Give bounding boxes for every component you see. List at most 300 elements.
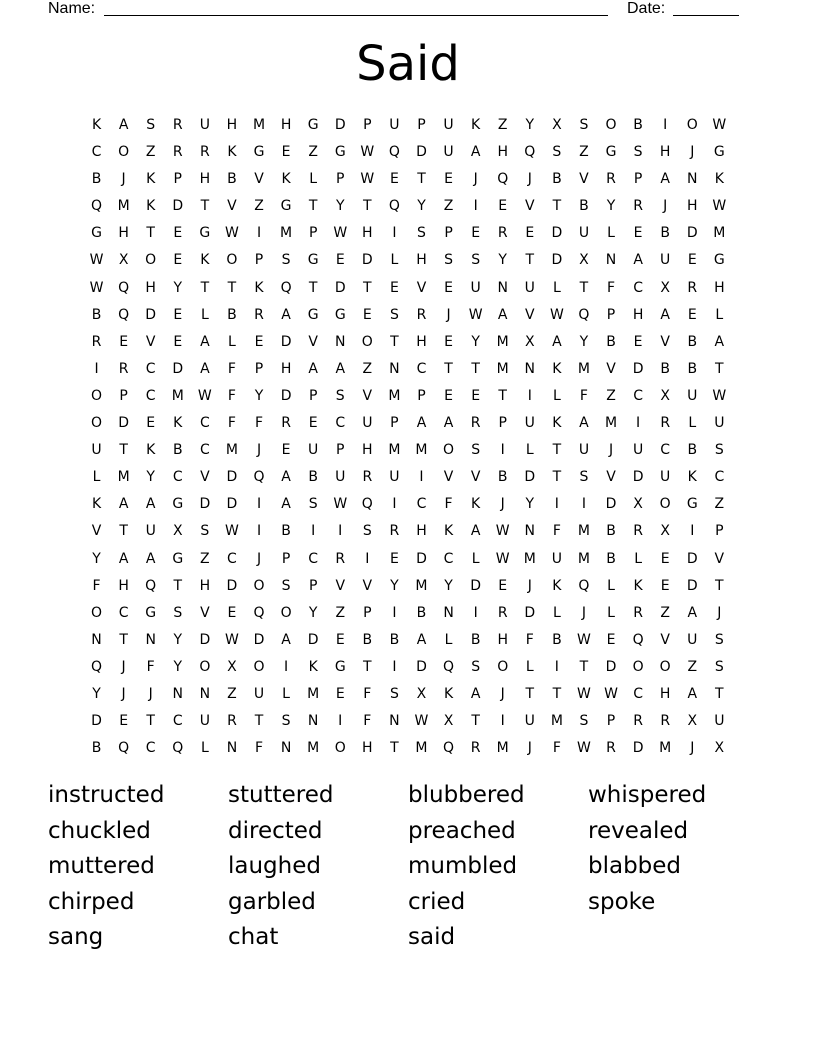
- grid-letter: M: [415, 740, 428, 757]
- grid-letter: E: [335, 631, 345, 648]
- grid-row: [83, 356, 733, 383]
- grid-letter: T: [579, 658, 589, 675]
- grid-letter: R: [660, 713, 671, 730]
- grid-row: [83, 654, 733, 681]
- grid-letter: T: [119, 523, 128, 540]
- grid-letter: I: [392, 496, 397, 513]
- grid-letter: O: [443, 442, 455, 459]
- grid-letter: S: [579, 117, 589, 133]
- grid-letter: T: [471, 360, 480, 377]
- grid-letter: S: [471, 442, 481, 459]
- grid-letter: K: [552, 577, 562, 594]
- grid-letter: T: [308, 198, 318, 215]
- grid-letter: V: [200, 469, 210, 486]
- grid-letter: R: [633, 523, 643, 540]
- grid-letter: B: [497, 469, 508, 486]
- grid-letter: Y: [335, 198, 345, 215]
- grid-letter: B: [687, 333, 698, 350]
- grid-letter: T: [444, 360, 453, 377]
- grid-letter: M: [388, 387, 401, 404]
- grid-letter: K: [687, 469, 697, 486]
- grid-letter: H: [714, 279, 725, 296]
- grid-letter: X: [118, 252, 129, 269]
- word-list-item: garbled: [228, 888, 316, 915]
- grid-letter: D: [605, 658, 617, 675]
- grid-letter: A: [443, 415, 454, 432]
- grid-letter: X: [443, 713, 454, 730]
- grid-letter: Z: [497, 117, 508, 133]
- grid-letter: F: [363, 685, 372, 702]
- grid-letter: L: [200, 740, 209, 757]
- grid-letter: Y: [444, 577, 453, 594]
- grid-letter: M: [307, 685, 320, 702]
- grid-letter: Y: [254, 387, 264, 404]
- grid-letter: Q: [118, 279, 130, 296]
- grid-letter: U: [199, 117, 210, 133]
- grid-letter: U: [335, 469, 346, 486]
- grid-letter: O: [91, 604, 103, 621]
- grid-letter: C: [145, 360, 156, 377]
- grid-letter: Z: [579, 144, 589, 161]
- grid-letter: Z: [660, 604, 670, 621]
- word-list: [48, 778, 768, 956]
- grid-letter: Y: [525, 496, 535, 513]
- grid-letter: E: [389, 171, 399, 188]
- grid-letter: H: [416, 523, 427, 540]
- grid-letter: O: [280, 604, 292, 621]
- grid-letter: E: [173, 252, 183, 269]
- grid-letter: F: [254, 415, 264, 432]
- grid-letter: F: [552, 523, 561, 540]
- grid-letter: K: [443, 523, 454, 540]
- name-label: Name:: [48, 0, 96, 17]
- grid-letter: U: [443, 117, 454, 133]
- grid-letter: Q: [578, 577, 590, 594]
- grid-letter: E: [173, 333, 183, 350]
- grid-letter: M: [171, 387, 184, 404]
- grid-letter: D: [253, 631, 265, 648]
- grid-letter: N: [91, 631, 102, 648]
- grid-letter: G: [253, 144, 265, 161]
- grid-letter: F: [552, 740, 561, 757]
- grid-letter: P: [281, 550, 291, 567]
- grid-letter: P: [363, 604, 372, 621]
- grid-letter: G: [199, 225, 211, 242]
- grid-letter: N: [145, 631, 156, 648]
- grid-letter: A: [714, 333, 725, 350]
- grid-letter: Y: [498, 252, 507, 269]
- grid-letter: W: [360, 144, 375, 161]
- grid-letter: G: [91, 225, 102, 242]
- grid-letter: B: [606, 523, 616, 540]
- grid-letter: G: [145, 604, 157, 621]
- grid-letter: O: [145, 252, 157, 269]
- grid-letter: D: [226, 496, 238, 513]
- grid-letter: B: [470, 631, 481, 648]
- grid-letter: D: [632, 469, 644, 486]
- grid-letter: H: [659, 144, 671, 161]
- grid-letter: V: [660, 333, 670, 350]
- grid-letter: V: [606, 469, 616, 486]
- grid-letter: E: [471, 387, 481, 404]
- grid-letter: J: [527, 171, 532, 188]
- grid-letter: T: [227, 279, 237, 296]
- grid-letter: C: [145, 387, 156, 404]
- grid-letter: W: [577, 685, 591, 702]
- grid-letter: I: [338, 713, 343, 730]
- grid-letter: F: [254, 740, 264, 757]
- grid-letter: L: [607, 225, 615, 242]
- grid-letter: Q: [388, 144, 400, 161]
- grid-letter: W: [89, 279, 104, 296]
- grid-letter: I: [581, 496, 587, 513]
- grid-letter: U: [714, 713, 725, 730]
- grid-letter: U: [687, 631, 698, 648]
- grid-letter: L: [552, 604, 561, 621]
- grid-letter: B: [389, 631, 400, 648]
- grid-letter: K: [146, 171, 156, 188]
- grid-letter: E: [119, 333, 129, 350]
- grid-letter: W: [89, 252, 104, 269]
- grid-letter: C: [633, 279, 643, 296]
- grid-letter: L: [525, 658, 534, 675]
- grid-letter: D: [361, 252, 373, 269]
- grid-letter: D: [226, 577, 238, 594]
- grid-letter: Q: [253, 469, 265, 486]
- grid-letter: S: [335, 387, 345, 404]
- grid-letter: B: [633, 117, 643, 133]
- grid-letter: M: [496, 333, 509, 350]
- grid-letter: T: [119, 442, 128, 459]
- grid-letter: Q: [91, 198, 103, 215]
- grid-letter: I: [419, 469, 424, 486]
- grid-letter: X: [660, 523, 670, 540]
- grid-letter: D: [172, 360, 184, 377]
- grid-letter: U: [389, 469, 400, 486]
- grid-letter: O: [632, 658, 644, 675]
- grid-letter: J: [500, 685, 505, 702]
- grid-row: [83, 546, 733, 573]
- grid-letter: J: [256, 442, 262, 459]
- grid-letter: E: [281, 144, 291, 161]
- grid-letter: E: [335, 685, 345, 702]
- grid-letter: N: [687, 171, 698, 188]
- grid-letter: A: [281, 631, 291, 648]
- grid-letter: X: [687, 713, 698, 730]
- grid-letter: P: [308, 387, 318, 404]
- grid-letter: B: [172, 442, 183, 459]
- grid-letter: J: [690, 144, 695, 161]
- grid-letter: O: [199, 658, 211, 675]
- grid-letter: B: [91, 740, 102, 757]
- grid-letter: O: [659, 658, 671, 675]
- grid-letter: P: [308, 577, 318, 594]
- grid-letter: Y: [579, 333, 589, 350]
- grid-letter: C: [633, 387, 643, 404]
- grid-letter: Q: [443, 658, 455, 675]
- grid-letter: U: [524, 713, 535, 730]
- grid-letter: I: [473, 198, 478, 215]
- grid-letter: S: [389, 685, 399, 702]
- grid-letter: I: [284, 658, 289, 675]
- grid-letter: G: [172, 496, 184, 513]
- grid-letter: P: [606, 306, 616, 323]
- grid-row: [83, 275, 733, 302]
- grid-letter: D: [199, 631, 211, 648]
- grid-letter: T: [552, 198, 562, 215]
- grid-letter: W: [712, 198, 727, 215]
- grid-letter: G: [307, 306, 319, 323]
- grid-letter: V: [660, 631, 670, 648]
- grid-letter: A: [281, 306, 291, 323]
- grid-letter: M: [388, 442, 401, 459]
- grid-row: [83, 681, 733, 708]
- grid-letter: M: [252, 117, 266, 133]
- grid-letter: K: [552, 415, 562, 432]
- grid-letter: L: [552, 279, 561, 296]
- grid-letter: D: [551, 225, 563, 242]
- grid-letter: O: [659, 496, 671, 513]
- word-list-item: chuckled: [48, 817, 151, 844]
- grid-letter: H: [659, 685, 671, 702]
- grid-letter: N: [280, 740, 292, 757]
- grid-letter: B: [606, 333, 616, 350]
- grid-letter: M: [280, 225, 293, 242]
- grid-letter: Y: [471, 333, 480, 350]
- grid-letter: X: [714, 740, 725, 757]
- grid-letter: K: [443, 685, 454, 702]
- grid-letter: D: [524, 469, 536, 486]
- grid-letter: T: [715, 360, 724, 377]
- grid-letter: V: [416, 279, 427, 296]
- grid-letter: S: [362, 523, 372, 540]
- grid-letter: V: [335, 577, 346, 594]
- grid-letter: S: [281, 252, 291, 269]
- grid-letter: G: [334, 144, 346, 161]
- grid-letter: J: [608, 442, 614, 459]
- grid-letter: X: [416, 685, 427, 702]
- grid-letter: U: [714, 415, 725, 432]
- grid-row: [83, 139, 733, 166]
- grid-letter: P: [417, 117, 426, 133]
- grid-letter: D: [118, 415, 129, 432]
- grid-letter: W: [333, 225, 348, 242]
- grid-letter: E: [173, 306, 183, 323]
- grid-letter: T: [525, 252, 535, 269]
- grid-letter: E: [660, 550, 670, 567]
- grid-letter: D: [551, 252, 563, 269]
- grid-letter: Z: [200, 550, 210, 567]
- grid-letter: U: [145, 523, 156, 540]
- grid-letter: H: [632, 306, 644, 323]
- grid-letter: M: [713, 225, 726, 242]
- grid-letter: R: [172, 144, 183, 161]
- word-list-item: said: [408, 924, 456, 951]
- grid-letter: E: [525, 225, 535, 242]
- grid-letter: T: [254, 713, 264, 730]
- grid-letter: R: [633, 713, 643, 730]
- grid-letter: J: [121, 685, 126, 702]
- grid-letter: A: [118, 550, 129, 567]
- grid-letter: U: [660, 469, 671, 486]
- grid-letter: R: [118, 360, 129, 377]
- grid-letter: C: [633, 685, 643, 702]
- grid-letter: W: [414, 713, 429, 730]
- word-list-item: directed: [228, 817, 323, 844]
- grid-letter: V: [254, 171, 264, 188]
- grid-letter: U: [91, 442, 102, 459]
- grid-letter: F: [92, 577, 101, 594]
- page-title: Said: [356, 36, 460, 92]
- grid-row: [83, 600, 733, 627]
- grid-letter: K: [633, 577, 643, 594]
- grid-letter: T: [363, 279, 372, 296]
- grid-letter: L: [525, 442, 534, 459]
- grid-letter: B: [416, 604, 427, 621]
- grid-letter: Y: [606, 198, 616, 215]
- grid-letter: Q: [361, 496, 373, 513]
- grid-letter: V: [525, 306, 535, 323]
- grid-letter: O: [91, 415, 103, 432]
- grid-letter: U: [443, 144, 454, 161]
- grid-letter: L: [390, 252, 399, 269]
- grid-letter: E: [146, 415, 156, 432]
- grid-letter: B: [687, 442, 698, 459]
- grid-letter: R: [660, 415, 671, 432]
- grid-letter: M: [415, 442, 428, 459]
- grid-letter: S: [173, 604, 183, 621]
- grid-letter: K: [91, 496, 102, 513]
- grid-letter: U: [578, 225, 590, 242]
- grid-letter: J: [663, 198, 668, 215]
- grid-letter: J: [717, 604, 722, 621]
- grid-letter: A: [470, 144, 481, 161]
- grid-letter: L: [200, 306, 209, 323]
- grid-letter: U: [660, 252, 671, 269]
- word-list-item: preached: [408, 817, 516, 844]
- grid-letter: E: [633, 333, 643, 350]
- grid-letter: E: [444, 333, 453, 350]
- grid-letter: D: [686, 577, 698, 594]
- grid-letter: E: [687, 306, 697, 323]
- grid-letter: I: [338, 523, 343, 540]
- grid-letter: P: [633, 171, 643, 188]
- grid-letter: D: [470, 577, 482, 594]
- grid-letter: M: [117, 198, 130, 215]
- grid-letter: P: [363, 117, 372, 133]
- grid-letter: B: [227, 306, 237, 323]
- grid-letter: I: [365, 550, 370, 567]
- grid-letter: W: [197, 387, 212, 404]
- word-list-item: sang: [48, 924, 104, 951]
- grid-letter: C: [714, 469, 725, 486]
- grid-letter: U: [253, 685, 265, 702]
- grid-letter: R: [470, 740, 481, 757]
- grid-letter: M: [225, 442, 238, 459]
- grid-letter: Q: [497, 171, 509, 188]
- grid-letter: G: [280, 198, 292, 215]
- grid-letter: P: [444, 225, 453, 242]
- grid-letter: A: [118, 496, 129, 513]
- grid-letter: P: [119, 387, 128, 404]
- grid-letter: R: [254, 306, 264, 323]
- grid-letter: T: [146, 225, 155, 242]
- grid-letter: R: [91, 333, 102, 350]
- grid-letter: O: [226, 252, 238, 269]
- grid-letter: C: [199, 415, 210, 432]
- grid-letter: A: [552, 333, 562, 350]
- grid-letter: T: [390, 333, 399, 350]
- grid-letter: Q: [632, 631, 644, 648]
- grid-letter: N: [605, 252, 617, 269]
- grid-letter: V: [308, 333, 318, 350]
- grid-letter: T: [119, 631, 128, 648]
- word-list-item: stuttered: [228, 782, 334, 808]
- grid-letter: Z: [606, 387, 616, 404]
- grid-letter: R: [199, 144, 210, 161]
- grid-letter: T: [417, 171, 426, 188]
- grid-letter: R: [497, 604, 508, 621]
- grid-letter: C: [416, 496, 427, 513]
- grid-letter: I: [554, 496, 559, 513]
- grid-letter: M: [604, 415, 618, 432]
- grid-letter: S: [444, 252, 453, 269]
- grid-letter: B: [552, 171, 562, 188]
- grid-letter: X: [227, 658, 237, 675]
- grid-letter: D: [416, 658, 427, 675]
- grid-letter: E: [498, 198, 508, 215]
- grid-row: [83, 220, 733, 247]
- grid-letter: T: [200, 198, 210, 215]
- grid-letter: H: [362, 225, 373, 242]
- grid-letter: A: [660, 306, 670, 323]
- grid-letter: V: [470, 469, 481, 486]
- grid-row: [83, 112, 733, 139]
- grid-row: [83, 735, 733, 762]
- grid-letter: E: [254, 333, 264, 350]
- grid-letter: G: [713, 252, 725, 269]
- grid-letter: D: [686, 225, 698, 242]
- grid-letter: D: [307, 631, 319, 648]
- grid-letter: D: [416, 550, 427, 567]
- word-list-item: cried: [408, 888, 466, 915]
- word-list-item: whispered: [588, 782, 707, 808]
- grid-letter: U: [362, 415, 373, 432]
- grid-letter: E: [471, 225, 481, 242]
- grid-letter: I: [311, 523, 316, 540]
- grid-letter: A: [118, 117, 129, 133]
- grid-row: [83, 247, 733, 274]
- word-list-item: mumbled: [408, 853, 518, 880]
- grid-letter: Y: [173, 279, 183, 296]
- grid-letter: P: [336, 171, 345, 188]
- grid-letter: A: [470, 523, 481, 540]
- grid-row: [83, 518, 733, 545]
- grid-letter: K: [471, 496, 481, 513]
- word-list-item: blubbered: [408, 782, 525, 808]
- grid-letter: L: [282, 685, 290, 702]
- grid-letter: X: [660, 279, 670, 296]
- word-list-item: chirped: [48, 888, 135, 915]
- grid-letter: Q: [253, 604, 265, 621]
- grid-letter: Z: [362, 360, 373, 377]
- grid-row: [83, 464, 733, 491]
- grid-letter: K: [146, 198, 156, 215]
- date-field-line: [673, 15, 739, 16]
- grid-letter: U: [687, 387, 698, 404]
- grid-letter: I: [554, 658, 559, 675]
- grid-letter: T: [173, 577, 183, 594]
